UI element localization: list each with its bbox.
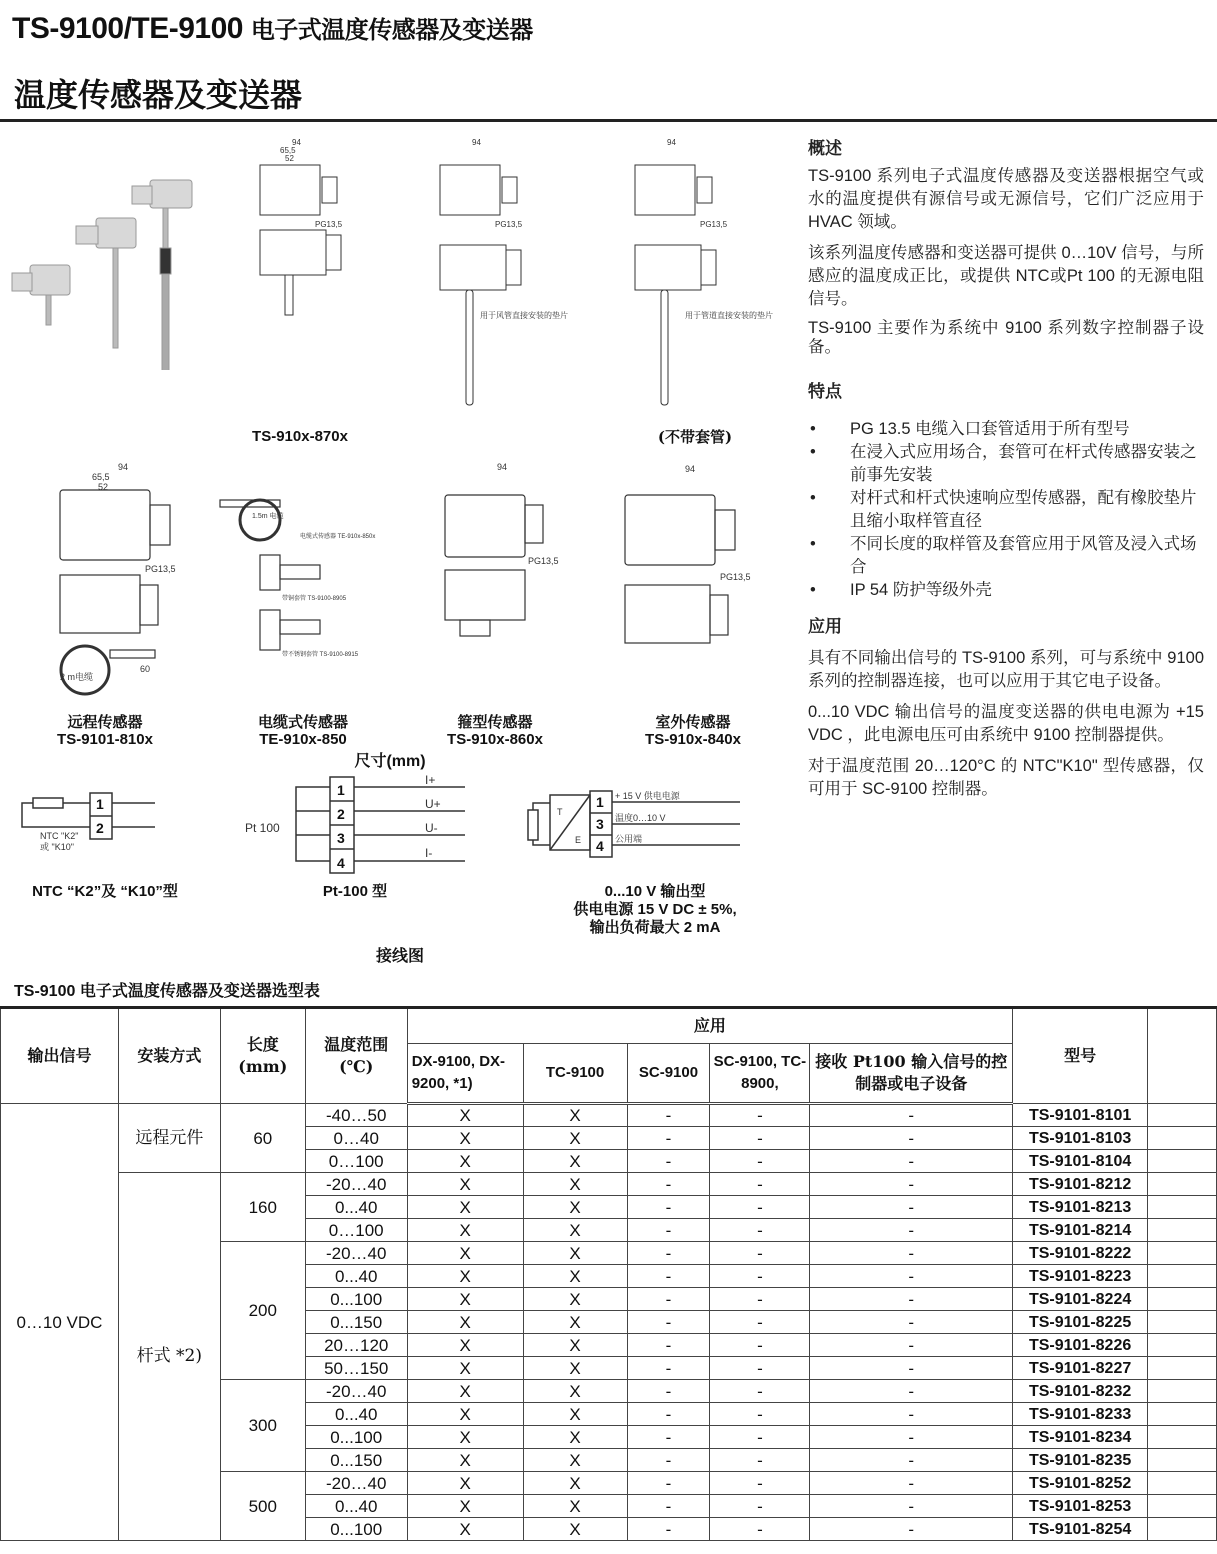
cell-model: TS-9101-8214	[1013, 1219, 1148, 1242]
cell-compat: -	[810, 1518, 1013, 1541]
dim-pg: PG13,5	[315, 220, 343, 229]
header-dx9100: DX-9100, DX-9200, *1)	[407, 1044, 523, 1104]
cell-model: TS-9101-8233	[1013, 1403, 1148, 1426]
cell-model: TS-9101-8252	[1013, 1472, 1148, 1495]
cell-compat: X	[407, 1311, 523, 1334]
header-tc9100: TC-9100	[523, 1044, 627, 1104]
cell-compat: X	[523, 1242, 627, 1265]
cell-length: 500	[220, 1472, 305, 1541]
caption-name: 电缆式传感器	[257, 713, 348, 731]
cell-compat: -	[710, 1518, 810, 1541]
cell-range: 0...100	[305, 1288, 407, 1311]
cell-blank	[1148, 1357, 1217, 1380]
cell-compat: -	[710, 1150, 810, 1173]
cell-compat: -	[710, 1173, 810, 1196]
caption-cable	[228, 713, 378, 749]
cell-compat: -	[627, 1334, 710, 1357]
cell-compat: -	[810, 1311, 1013, 1334]
cell-blank	[1148, 1334, 1217, 1357]
terminal-2: 2	[337, 806, 345, 822]
cell-compat: -	[710, 1311, 810, 1334]
application-paragraph: 对于温度范围 20…120°C 的 NTC"K10" 型传感器，仅可用于 SC-9100 控制器。	[808, 757, 1204, 798]
cell-compat: X	[523, 1265, 627, 1288]
header-application: 应用	[407, 1008, 1012, 1044]
cell-range: -40…50	[305, 1104, 407, 1127]
cell-model: TS-9101-8223	[1013, 1265, 1148, 1288]
overview-paragraph: TS-9100 系列电子式温度传感器及变送器根据空气或水的温度提供有源信号或无源信号，它们广泛应用于 HVAC 领域。	[808, 167, 1204, 231]
cell-compat: -	[627, 1357, 710, 1380]
cell-compat: X	[523, 1495, 627, 1518]
cell-compat: X	[523, 1173, 627, 1196]
cell-compat: -	[627, 1380, 710, 1403]
terminal-1: 1	[596, 794, 604, 810]
cell-blank	[1148, 1288, 1217, 1311]
cell-compat: X	[407, 1518, 523, 1541]
cell-compat: -	[810, 1288, 1013, 1311]
cell-range: -20…40	[305, 1242, 407, 1265]
dim-pg: PG13,5	[720, 572, 751, 582]
caption-model: TS-910x-840x	[645, 731, 741, 748]
caption-remote	[30, 713, 180, 749]
cell-compat: X	[407, 1196, 523, 1219]
cell-compat: -	[627, 1127, 710, 1150]
cell-blank	[1148, 1219, 1217, 1242]
cell-compat: X	[407, 1357, 523, 1380]
header-pt100-devices: 接收 Pt100 输入信号的控制器或电子设备	[810, 1044, 1013, 1104]
cell-compat: X	[407, 1265, 523, 1288]
cell-model: TS-9101-8232	[1013, 1380, 1148, 1403]
note-te850: 电缆式传感器 TE-910x-850x	[300, 534, 376, 540]
cell-blank	[1148, 1242, 1217, 1265]
caption-ntc: NTC “K2”及 “K10”型	[32, 883, 178, 900]
cell-blank	[1148, 1127, 1217, 1150]
cell-model: TS-9101-8234	[1013, 1426, 1148, 1449]
cell-blank	[1148, 1196, 1217, 1219]
application-paragraph: 具有不同输出信号的 TS-9100 系列，可与系统中 9100 系列的控制器连接，也可以应用于其它电子设备。	[808, 649, 1204, 690]
cell-model: TS-9101-8254	[1013, 1518, 1148, 1541]
header-range: 温度范围 (℃)	[305, 1008, 407, 1104]
cell-compat: -	[810, 1472, 1013, 1495]
cell-compat: X	[407, 1426, 523, 1449]
header-model: 型号	[1013, 1008, 1148, 1104]
cell-compat: -	[627, 1173, 710, 1196]
cell-model: TS-9101-8212	[1013, 1173, 1148, 1196]
cell-range: 0…100	[305, 1150, 407, 1173]
cell-compat: X	[523, 1426, 627, 1449]
cell-compat: X	[407, 1380, 523, 1403]
feature-item: • IP 54 防护等级外壳	[808, 579, 1204, 602]
cell-mount: 杆式 *2)	[118, 1173, 220, 1541]
signal-temp: 温度0…10 V	[615, 813, 666, 823]
cell-compat: X	[407, 1403, 523, 1426]
section-title: 温度传感器及变送器	[14, 76, 303, 114]
caption-outdoor	[618, 713, 768, 749]
cell-compat: -	[627, 1403, 710, 1426]
cell-model: TS-9101-8224	[1013, 1288, 1148, 1311]
signal-supply: + 15 V 供电电源	[615, 791, 680, 801]
cell-compat: -	[627, 1518, 710, 1541]
note-pipe-gasket: 用于管道直接安装的垫片	[685, 311, 773, 320]
cell-compat: X	[407, 1150, 523, 1173]
cell-compat: -	[810, 1265, 1013, 1288]
dimension-drawings-top	[230, 135, 800, 415]
cell-compat: -	[810, 1449, 1013, 1472]
cell-blank	[1148, 1403, 1217, 1426]
cell-model: TS-9101-8226	[1013, 1334, 1148, 1357]
cell-blank	[1148, 1311, 1217, 1334]
pt100-label: Pt 100	[245, 821, 280, 835]
signal-i-minus: I-	[425, 846, 433, 860]
signal-i-plus: I+	[425, 775, 436, 787]
caption-line: 0...10 V 输出型	[604, 883, 706, 900]
table-title: TS-9100 电子式温度传感器及变送器选型表	[14, 983, 320, 1000]
terminal-3: 3	[337, 830, 345, 846]
cell-blank	[1148, 1380, 1217, 1403]
cell-range: -20…40	[305, 1173, 407, 1196]
caption-strap	[420, 713, 570, 749]
wiring-title: 接线图	[375, 948, 424, 965]
terminal-1: 1	[337, 782, 345, 798]
cell-compat: -	[710, 1426, 810, 1449]
cell-range: 0…100	[305, 1219, 407, 1242]
cell-compat: -	[810, 1426, 1013, 1449]
cell-range: 0...100	[305, 1518, 407, 1541]
document-title	[12, 10, 533, 46]
cell-blank	[1148, 1518, 1217, 1541]
table-row	[1, 1104, 1217, 1127]
cell-compat: X	[523, 1357, 627, 1380]
description-column	[808, 138, 1204, 809]
features-list	[808, 418, 1204, 602]
cell-compat: X	[407, 1173, 523, 1196]
cell-compat: -	[710, 1472, 810, 1495]
cell-compat: -	[810, 1495, 1013, 1518]
caption-line: 供电电源 15 V DC ± 5%,	[573, 901, 737, 918]
caption-pt100: Pt-100 型	[322, 883, 388, 900]
table-row	[1, 1173, 1217, 1196]
header-rule	[0, 119, 1217, 122]
dim-pg: PG13,5	[528, 556, 559, 566]
cell-compat: -	[710, 1380, 810, 1403]
cell-length: 200	[220, 1242, 305, 1380]
dim-94: 94	[292, 138, 301, 147]
note-duct-gasket: 用于风管直接安装的垫片	[480, 311, 568, 320]
cell-compat: -	[810, 1173, 1013, 1196]
cell-length: 300	[220, 1380, 305, 1472]
cell-compat: -	[810, 1380, 1013, 1403]
cell-compat: -	[710, 1242, 810, 1265]
cell-compat: -	[627, 1472, 710, 1495]
overview-heading: 概述	[808, 139, 842, 159]
cell-compat: -	[810, 1242, 1013, 1265]
cell-compat: X	[407, 1334, 523, 1357]
note-cable-2m: 2 m电缆	[60, 672, 94, 682]
cell-model: TS-9101-8213	[1013, 1196, 1148, 1219]
cell-blank	[1148, 1449, 1217, 1472]
wiring-diagrams	[0, 775, 800, 875]
cell-compat: X	[523, 1288, 627, 1311]
cell-compat: -	[710, 1196, 810, 1219]
cell-model: TS-9101-8253	[1013, 1495, 1148, 1518]
caption-870x	[220, 428, 380, 446]
cell-compat: -	[810, 1334, 1013, 1357]
dim-pg: PG13,5	[700, 220, 728, 229]
cell-blank	[1148, 1495, 1217, 1518]
cell-compat: -	[627, 1288, 710, 1311]
cell-compat: -	[627, 1196, 710, 1219]
cell-compat: X	[523, 1518, 627, 1541]
header-mount: 安装方式	[118, 1008, 220, 1104]
dimension-drawings-middle	[30, 460, 790, 710]
cell-model: TS-9101-8222	[1013, 1242, 1148, 1265]
dim-65-5: 65,5	[92, 472, 110, 482]
cell-compat: X	[523, 1196, 627, 1219]
cell-compat: X	[407, 1104, 523, 1127]
dim-94: 94	[497, 462, 508, 472]
dim-65-5: 65,5	[280, 146, 296, 155]
cell-compat: X	[523, 1311, 627, 1334]
cell-compat: -	[710, 1219, 810, 1242]
cell-mount: 远程元件	[118, 1104, 220, 1173]
signal-u-plus: U+	[425, 797, 441, 811]
cell-compat: -	[627, 1104, 710, 1127]
cell-compat: -	[810, 1127, 1013, 1150]
cell-length: 160	[220, 1173, 305, 1242]
dim-52: 52	[98, 482, 109, 492]
cell-compat: X	[407, 1288, 523, 1311]
dim-52: 52	[285, 154, 294, 163]
cell-compat: X	[407, 1242, 523, 1265]
terminal-4: 4	[337, 855, 345, 871]
cell-compat: X	[523, 1472, 627, 1495]
cell-compat: X	[523, 1150, 627, 1173]
transmitter-t: T	[557, 807, 563, 817]
caption-model: TS-910x-870x	[252, 428, 348, 445]
ntc-label: NTC "K2"	[40, 831, 79, 841]
dim-pg: PG13,5	[495, 220, 523, 229]
cell-range: -20…40	[305, 1472, 407, 1495]
cell-compat: -	[810, 1403, 1013, 1426]
note-copper-sleeve: 带铜套管 TS-9100-8905	[282, 596, 347, 602]
note-cable-15m: 1.5m 电缆	[252, 513, 284, 520]
cell-compat: -	[627, 1426, 710, 1449]
feature-item: • 对杆式和杆式快速响应型传感器，配有橡胶垫片且缩小取样管直径	[808, 487, 1204, 533]
cell-model: TS-9101-8101	[1013, 1104, 1148, 1127]
cell-compat: -	[710, 1403, 810, 1426]
cell-compat: -	[810, 1196, 1013, 1219]
caption-model: TS-910x-860x	[447, 731, 543, 748]
terminal-3: 3	[596, 816, 604, 832]
cell-compat: -	[810, 1150, 1013, 1173]
cell-compat: -	[710, 1449, 810, 1472]
transmitter-e: E	[575, 835, 582, 845]
cell-model: TS-9101-8227	[1013, 1357, 1148, 1380]
cell-compat: X	[523, 1449, 627, 1472]
dim-pg: PG13,5	[145, 564, 176, 574]
note-steel-sleeve: 带不锈钢套管 TS-9100-8915	[282, 652, 359, 658]
product-photo	[0, 170, 200, 370]
signal-u-minus: U-	[425, 821, 438, 835]
dim-94: 94	[472, 138, 481, 147]
header-length: 长度 (mm)	[220, 1008, 305, 1104]
cell-compat: X	[407, 1449, 523, 1472]
caption-name: 室外传感器	[655, 713, 731, 731]
cell-compat: -	[627, 1219, 710, 1242]
caption-model: TE-910x-850	[259, 731, 347, 748]
caption-name: (不带套管)	[657, 428, 733, 446]
features-heading: 特点	[808, 382, 842, 402]
cell-compat: -	[710, 1288, 810, 1311]
caption-model: TS-9101-810x	[57, 731, 153, 748]
cell-blank	[1148, 1426, 1217, 1449]
dim-94: 94	[667, 138, 676, 147]
cell-model: TS-9101-8225	[1013, 1311, 1148, 1334]
overview-paragraph: TS-9100 主要作为系统中 9100 系列数字控制器子设备。	[808, 319, 1204, 356]
terminal-1: 1	[96, 796, 104, 812]
cell-compat: X	[523, 1104, 627, 1127]
cell-blank	[1148, 1472, 1217, 1495]
cell-model: TS-9101-8103	[1013, 1127, 1148, 1150]
cell-compat: -	[810, 1219, 1013, 1242]
cell-range: 0…40	[305, 1127, 407, 1150]
cell-compat: X	[407, 1127, 523, 1150]
title-model: TS-9100/TE-9100	[12, 12, 243, 45]
cell-range: 0...150	[305, 1311, 407, 1334]
feature-item: • 在浸入式应用场合，套管可在杆式传感器安装之前事先安装	[808, 441, 1204, 487]
cell-compat: -	[627, 1150, 710, 1173]
cell-compat: X	[523, 1403, 627, 1426]
cell-range: 0...40	[305, 1495, 407, 1518]
signal-common: 公用端	[615, 834, 643, 844]
cell-range: 0...150	[305, 1449, 407, 1472]
cell-compat: X	[523, 1380, 627, 1403]
cell-compat: X	[523, 1127, 627, 1150]
cell-range: 0...40	[305, 1265, 407, 1288]
cell-compat: -	[710, 1495, 810, 1518]
cell-compat: -	[627, 1311, 710, 1334]
cell-range: 0...100	[305, 1426, 407, 1449]
cell-range: 0...40	[305, 1196, 407, 1219]
feature-item: • 不同长度的取样管及套管应用于风管及浸入式场合	[808, 533, 1204, 579]
cell-compat: -	[627, 1242, 710, 1265]
dimension-unit: 尺寸(mm)	[354, 753, 426, 770]
cell-compat: X	[407, 1219, 523, 1242]
terminal-4: 4	[596, 838, 604, 854]
application-heading: 应用	[808, 617, 842, 637]
header-sc9100: SC-9100	[627, 1044, 710, 1104]
cell-compat: -	[627, 1495, 710, 1518]
cell-compat: -	[710, 1334, 810, 1357]
cell-compat: -	[810, 1357, 1013, 1380]
cell-blank	[1148, 1104, 1217, 1127]
cell-compat: -	[710, 1357, 810, 1380]
caption-no-sleeve	[620, 428, 770, 446]
header-output: 输出信号	[1, 1008, 119, 1104]
ntc-label-2: 或 "K10"	[40, 842, 74, 852]
feature-item: • PG 13.5 电缆入口套管适用于所有型号	[808, 418, 1204, 441]
cell-range: 20…120	[305, 1334, 407, 1357]
cell-output: 0…10 VDC	[1, 1104, 119, 1541]
title-cn: 电子式温度传感器及变送器	[250, 15, 533, 44]
cell-blank	[1148, 1265, 1217, 1288]
cell-model: TS-9101-8104	[1013, 1150, 1148, 1173]
cell-range: 0...40	[305, 1403, 407, 1426]
application-paragraph: 0...10 VDC 输出信号的温度变送器的供电电源为 +15 VDC ，此电源电压可由系统中 9100 控制器提供。	[808, 703, 1204, 744]
dim-60: 60	[140, 664, 151, 674]
dim-94: 94	[118, 462, 129, 472]
cell-model: TS-9101-8235	[1013, 1449, 1148, 1472]
header-blank	[1148, 1008, 1217, 1104]
dim-94: 94	[685, 464, 696, 474]
cell-compat: -	[627, 1265, 710, 1288]
cell-range: 50…150	[305, 1357, 407, 1380]
caption-line: 输出负荷最大 2 mA	[589, 919, 721, 936]
cell-compat: X	[407, 1495, 523, 1518]
selection-table	[0, 1006, 1217, 1541]
terminal-2: 2	[96, 820, 104, 836]
cell-compat: -	[710, 1104, 810, 1127]
cell-compat: X	[523, 1219, 627, 1242]
cell-range: -20…40	[305, 1380, 407, 1403]
cell-compat: X	[523, 1334, 627, 1357]
cell-compat: -	[710, 1265, 810, 1288]
caption-name: 远程传感器	[67, 713, 143, 731]
cell-compat: -	[627, 1449, 710, 1472]
cell-length: 60	[220, 1104, 305, 1173]
header-sc9100-tc8900: SC-9100, TC-8900,	[710, 1044, 810, 1104]
cell-compat: -	[710, 1127, 810, 1150]
cell-compat: -	[810, 1104, 1013, 1127]
cell-compat: X	[407, 1472, 523, 1495]
cell-blank	[1148, 1150, 1217, 1173]
caption-name: 箍型传感器	[457, 713, 533, 731]
cell-blank	[1148, 1173, 1217, 1196]
overview-paragraph: 该系列温度传感器和变送器可提供 0…10V 信号，与所感应的温度成正比，或提供 NTC或Pt 100 的无源电阻信号。	[808, 244, 1204, 308]
caption-0-10v	[540, 883, 770, 937]
